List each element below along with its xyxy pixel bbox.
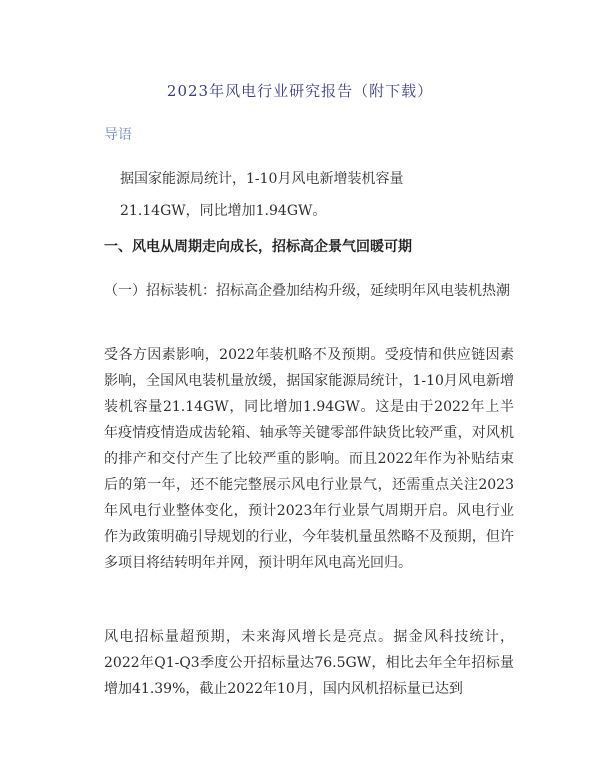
body-paragraph-2: 风电招标量超预期，未来海风增长是亮点。据金风科技统计，2022年Q1-Q3季度公开招标量达76.5GW，相比去年全年招标量增加41.39%，截止2022年10月，国内风机招标量已达到 (104, 629, 514, 697)
guide-label: 导语 (104, 127, 132, 143)
intro-line-1: 据国家能源局统计，1-10月风电新增装机容量 (120, 171, 404, 187)
page-title: 2023年风电行业研究报告（附下载） (166, 82, 434, 100)
section-heading: 一、风电从周期走向成长，招标高企景气回暖可期 (104, 239, 412, 255)
subsection-heading: （一）招标装机：招标高企叠加结构升级，延续明年风电装机热潮 (104, 283, 510, 299)
body-paragraph-1: 受各方因素影响，2022年装机略不及预期。受疫情和供应链因素影响，全国风电装机量放缓，据国家能源局统计，1-10月风电新增装机容量21.14GW，同比增加1.94GW。这是由于2022年上半年疫情疫情造成齿轮箱、轴承等关键零部件缺货比较严重，对风机的排产和交付产生了比较严重的影响。而且2022年作为补贴结束后的第一年，还不能完整展示风电行业景气，还需重点关注2023年风电行业整体变化，预计2023年行业景气周期开启。风电行业作为政策明确引导规划的行业，今年装机量虽然略不及预期，但许多项目将结转明年并网，预计明年风电高光回归。 (104, 347, 514, 571)
intro-line-2: 21.14GW，同比增加1.94GW。 (120, 203, 327, 219)
